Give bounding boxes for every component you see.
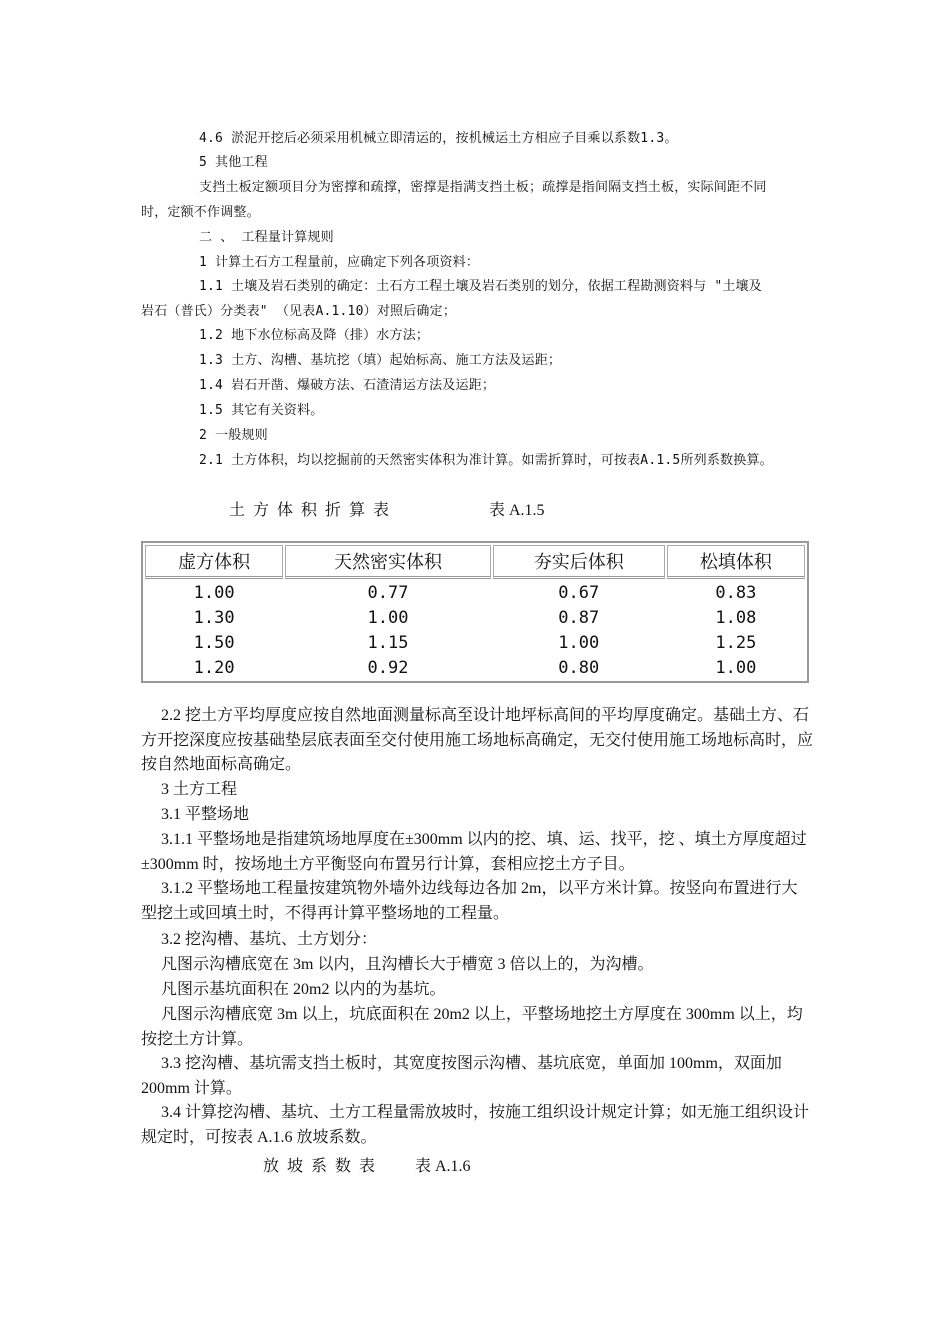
paragraph-1-1-line1: 1.1 土壤及岩石类别的确定：土石方工程土壤及岩石类别的划分，依据工程勘测资料与 "土壤及 [199, 279, 762, 294]
paragraph-retaining-line2: 时，定额不作调整。 [141, 205, 260, 220]
paragraph-1-5: 1.5 其它有关资料。 [199, 403, 324, 418]
heading-earthwork: 3 土方工程 [161, 781, 238, 798]
table-row [145, 656, 805, 679]
table-row [145, 631, 805, 654]
table-cell: 0.67 [558, 582, 600, 603]
paragraph-3-3: 3.3 挖沟槽、基坑需支挡土板时，其宽度按图示沟槽、基坑底宽，单面加 100mm，双面加 200mm 计算。 [141, 1055, 782, 1097]
table-cell: 1.00 [558, 632, 600, 653]
table-cell: 0.83 [715, 582, 757, 603]
table-cell: 1.50 [193, 632, 235, 653]
paragraph-1: 1 计算土石方工程量前，应确定下列各项资料： [199, 255, 480, 270]
paragraph-2-2: 2.2 挖土方平均厚度应按自然地面测量标高至设计地坪标高间的平均厚度确定。基础土方、石方开挖深度应按基础垫层底表面至交付使用施工场地标高确定，无交付使用施工场地标高时，应按自然地面标高确定。 [141, 707, 814, 773]
heading-general-rules: 2 一般规则 [199, 428, 268, 443]
table-a16-caption: 放 坡 系 数 表 [263, 1158, 378, 1175]
table-cell: 1.30 [193, 607, 235, 628]
table-row [145, 581, 805, 604]
table-row [145, 606, 805, 629]
paragraph-pit-definition: 凡图示基坑面积在 20m2 以内的为基坑。 [161, 981, 446, 998]
table-cell: 1.15 [367, 632, 409, 653]
table-a15-caption: 土 方 体 积 折 算 表 [229, 502, 392, 519]
table-cell: 0.80 [558, 657, 600, 678]
paragraph-trench-definition: 凡图示沟槽底宽在 3m 以内，且沟槽长大于槽宽 3 倍以上的，为沟槽。 [161, 956, 654, 973]
table-cell: 1.00 [367, 607, 409, 628]
paragraph-3-1-1: 3.1.1 平整场地是指建筑场地厚度在±300mm 以内的挖、填、运、找平，挖 、填土方厚度超过±300mm 时，按场地土方平衡竖向布置另行计算，套相应挖土方子目。 [141, 831, 807, 873]
paragraph-3-1-2: 3.1.2 平整场地工程量按建筑物外墙外边线每边各加 2m，以平方米计算。按竖向布置进行大型挖土或回填土时，不得再计算平整场地的工程量。 [141, 880, 798, 922]
table-a15-label: 表 A.1.5 [489, 502, 545, 519]
table-a16-label: 表 A.1.6 [415, 1158, 471, 1175]
table-cell: 1.00 [193, 582, 235, 603]
table-cell: 1.00 [715, 657, 757, 678]
paragraph-3-4: 3.4 计算挖沟槽、基坑、土方工程量需放坡时，按施工组织设计规定计算；如无施工组织设计规定时，可按表 A.1.6 放坡系数。 [141, 1104, 810, 1146]
soil-volume-conversion-table [141, 541, 809, 683]
table-cell: 1.08 [715, 607, 757, 628]
table-header-row [145, 545, 805, 579]
heading-calculation-rules: 二 、 工程量计算规则 [199, 230, 334, 245]
paragraph-1-1-line2: 岩石（普氏）分类表" （见表A.1.10）对照后确定； [141, 304, 457, 319]
column-header: 虚方体积 [145, 545, 283, 579]
paragraph-1-3: 1.3 土方、沟槽、基坑挖（填）起始标高、施工方法及运距； [199, 353, 562, 368]
heading-site-leveling: 3.1 平整场地 [161, 806, 250, 823]
column-header: 天然密实体积 [285, 545, 491, 579]
table-cell: 1.20 [193, 657, 235, 678]
table-cell: 0.87 [558, 607, 600, 628]
paragraph-1-2: 1.2 地下水位标高及降（排）水方法； [199, 328, 430, 343]
paragraph-2-1: 2.1 土方体积，均以挖掘前的天然密实体积为准计算。如需折算时，可按表A.1.5所列系数换算。 [199, 453, 773, 468]
paragraph-earthwork-definition: 凡图示沟槽底宽 3m 以上，坑底面积在 20m2 以上，平整场地挖土方厚度在 300mm 以上，均按挖土方计算。 [141, 1006, 803, 1048]
heading-other-works: 5 其他工程 [199, 155, 268, 170]
table-cell: 1.25 [715, 632, 757, 653]
column-header: 夯实后体积 [493, 545, 665, 579]
table-cell: 0.92 [367, 657, 409, 678]
paragraph-retaining-line1: 支挡土板定额项目分为密撑和疏撑，密撑是指满支挡土板；疏撑是指间隔支挡土板，实际间距不同 [199, 180, 767, 195]
paragraph-4-6: 4.6 淤泥开挖后必须采用机械立即清运的，按机械运土方相应子目乘以系数1.3。 [199, 131, 678, 146]
table-cell: 0.77 [367, 582, 409, 603]
heading-trench-pit-division: 3.2 挖沟槽、基坑、土方划分： [161, 931, 378, 948]
paragraph-1-4: 1.4 岩石开凿、爆破方法、石渣清运方法及运距； [199, 378, 496, 393]
column-header: 松填体积 [667, 545, 805, 579]
